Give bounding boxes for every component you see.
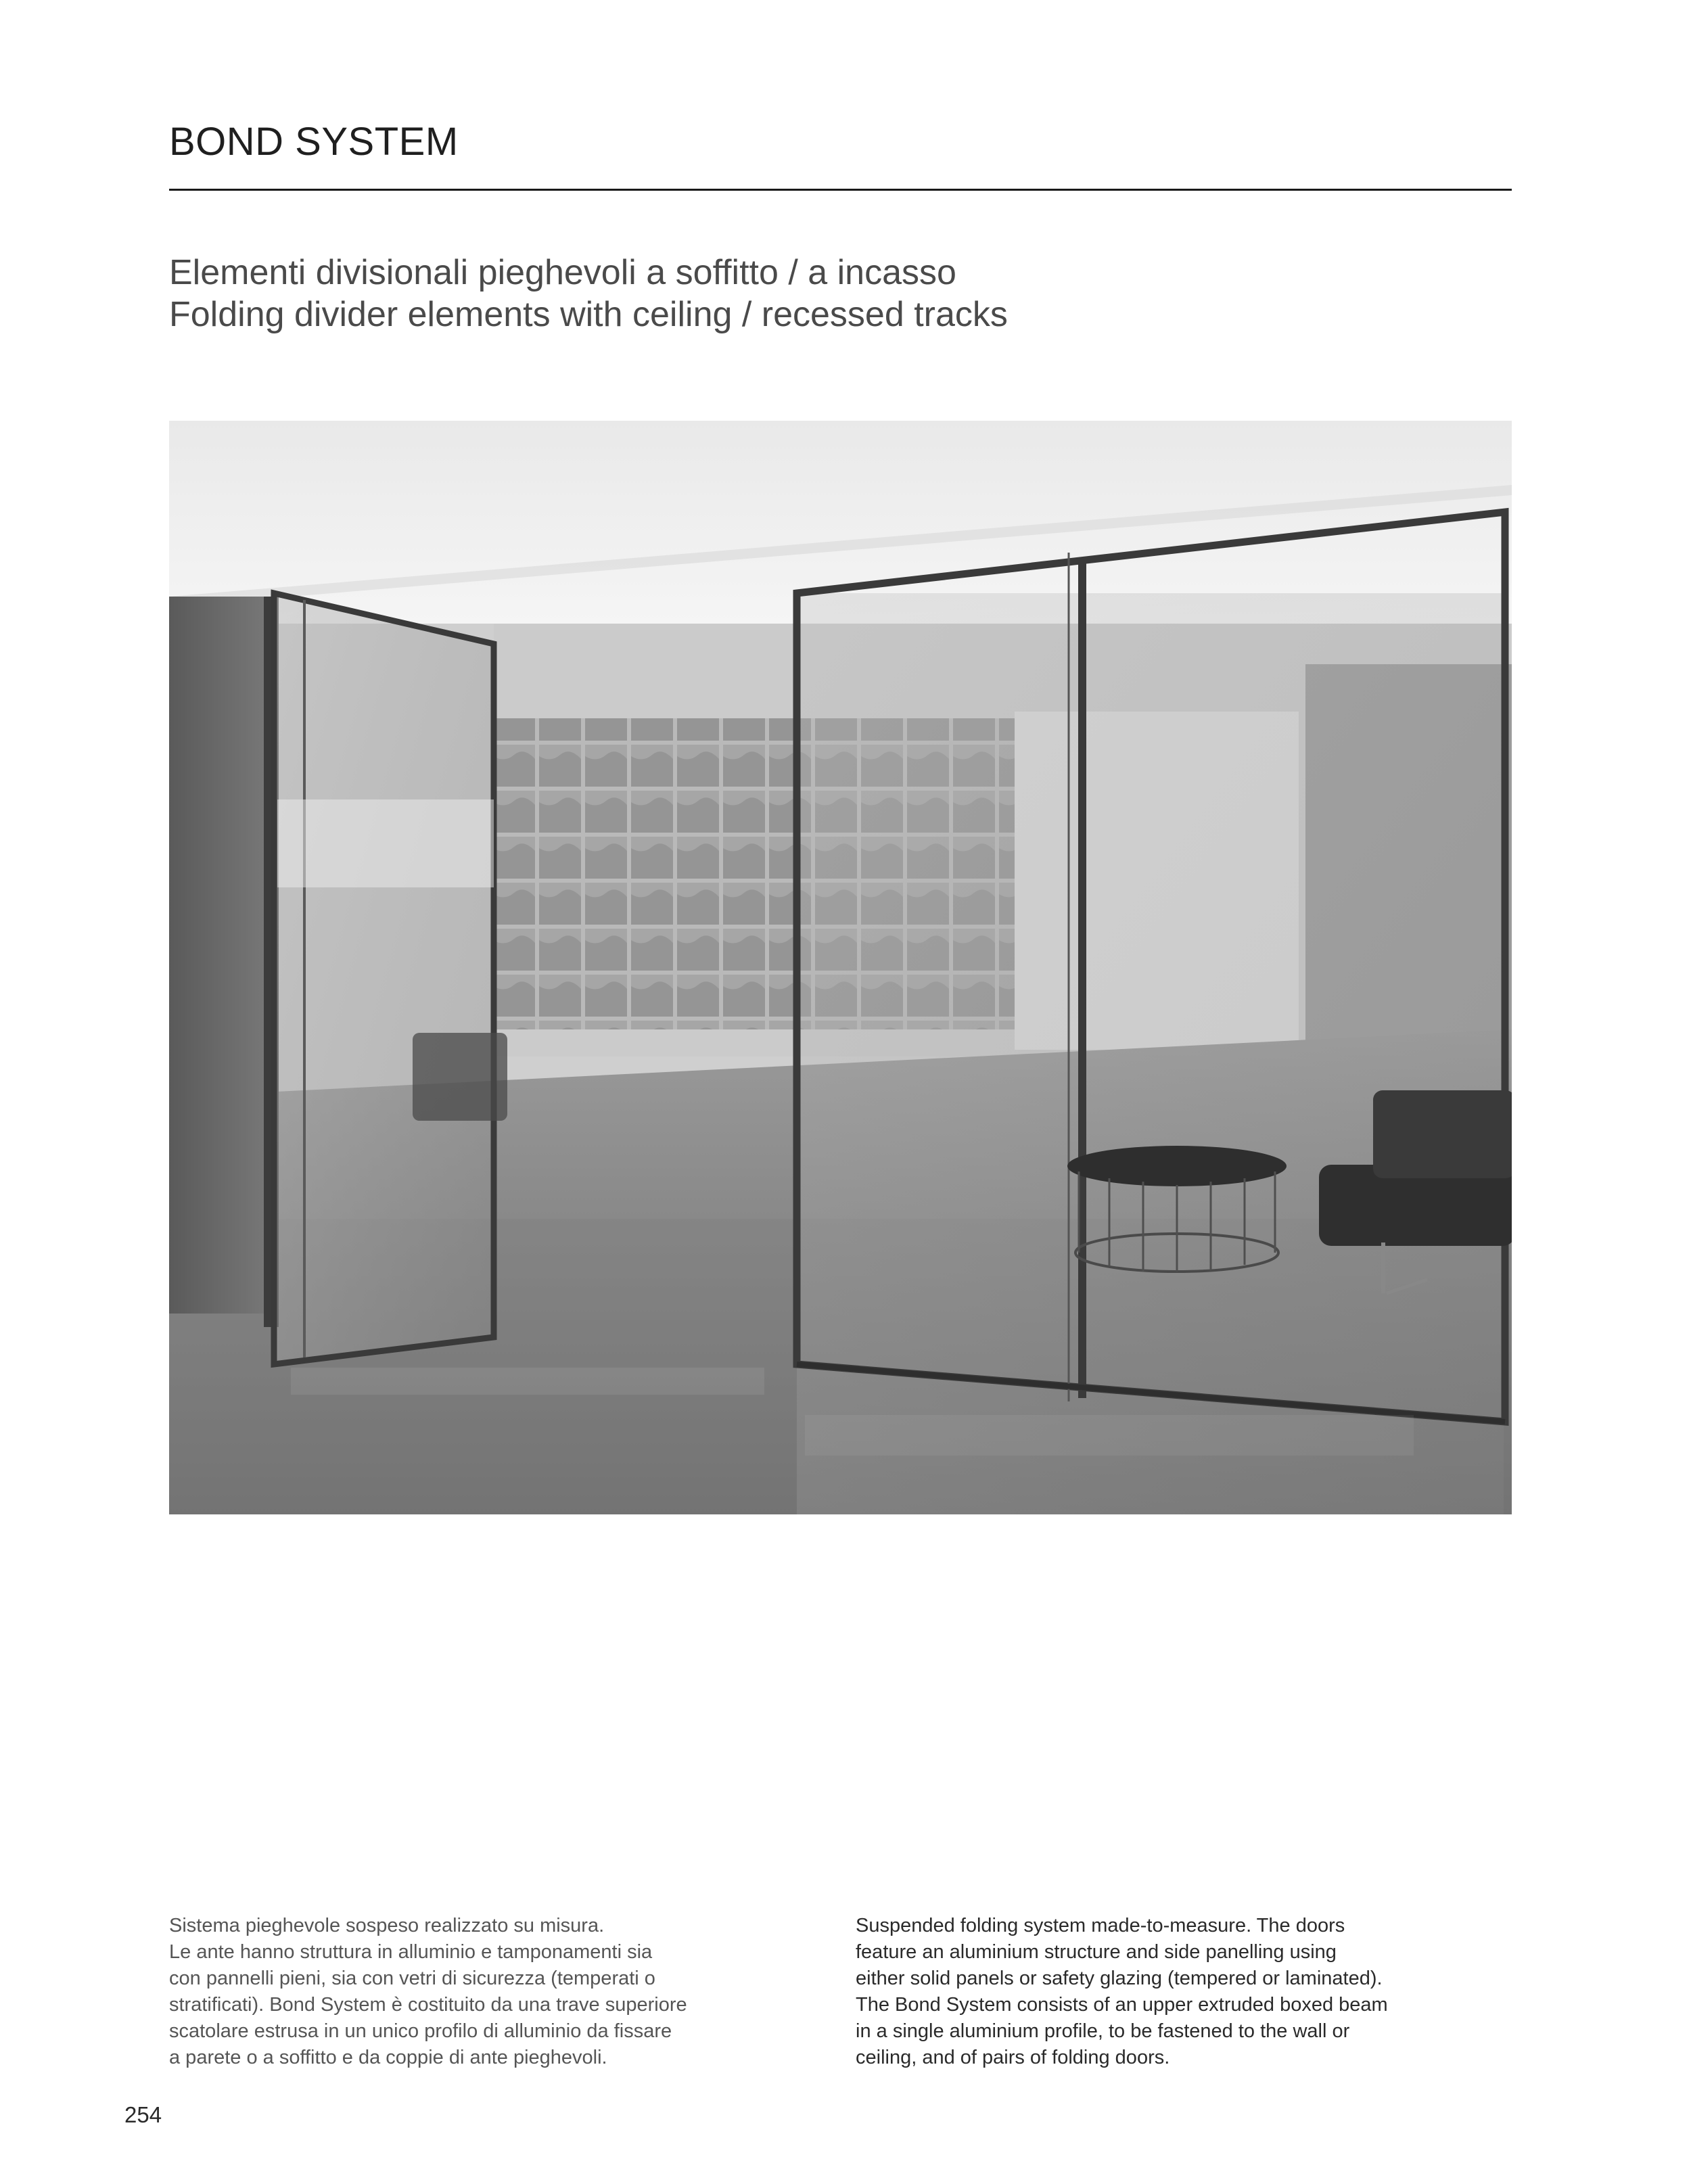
body-italian-line: stratificati). Bond System è costituito da una trave superiore — [169, 1994, 687, 2016]
body-italian-line: con pannelli pieni, sia con vetri di sicurezza (temperati o — [169, 1968, 655, 1989]
product-photo — [169, 421, 1512, 1514]
body-text-english — [856, 1913, 1505, 2071]
title-divider — [169, 189, 1512, 191]
page-title: BOND SYSTEM — [169, 120, 459, 164]
body-italian-line: Le ante hanno struttura in alluminio e tamponamenti sia — [169, 1941, 653, 1963]
body-english-line: in a single aluminium profile, to be fastened to the wall or — [856, 2020, 1350, 2042]
body-english-line: Suspended folding system made-to-measure. The doors — [856, 1915, 1345, 1936]
body-english-line: either solid panels or safety glazing (tempered or laminated). — [856, 1968, 1383, 1989]
body-english-line: ceiling, and of pairs of folding doors. — [856, 2047, 1170, 2068]
body-italian-line: scatolare estrusa in un unico profilo di alluminio da fissare — [169, 2020, 672, 2042]
body-text-italian — [169, 1913, 818, 2071]
subtitle-italian: Elementi divisionali pieghevoli a soffitto / a incasso — [169, 253, 956, 292]
body-italian-line: a parete o a soffitto e da coppie di ante pieghevoli. — [169, 2047, 607, 2068]
page-number: 254 — [124, 2102, 162, 2127]
subtitle-english: Folding divider elements with ceiling / recessed tracks — [169, 295, 1008, 334]
body-english-line: The Bond System consists of an upper extruded boxed beam — [856, 1994, 1388, 2016]
subtitle — [169, 252, 1512, 335]
body-english-line: feature an aluminium structure and side panelling using — [856, 1941, 1337, 1963]
body-italian-line: Sistema pieghevole sospeso realizzato su misura. — [169, 1915, 605, 1936]
